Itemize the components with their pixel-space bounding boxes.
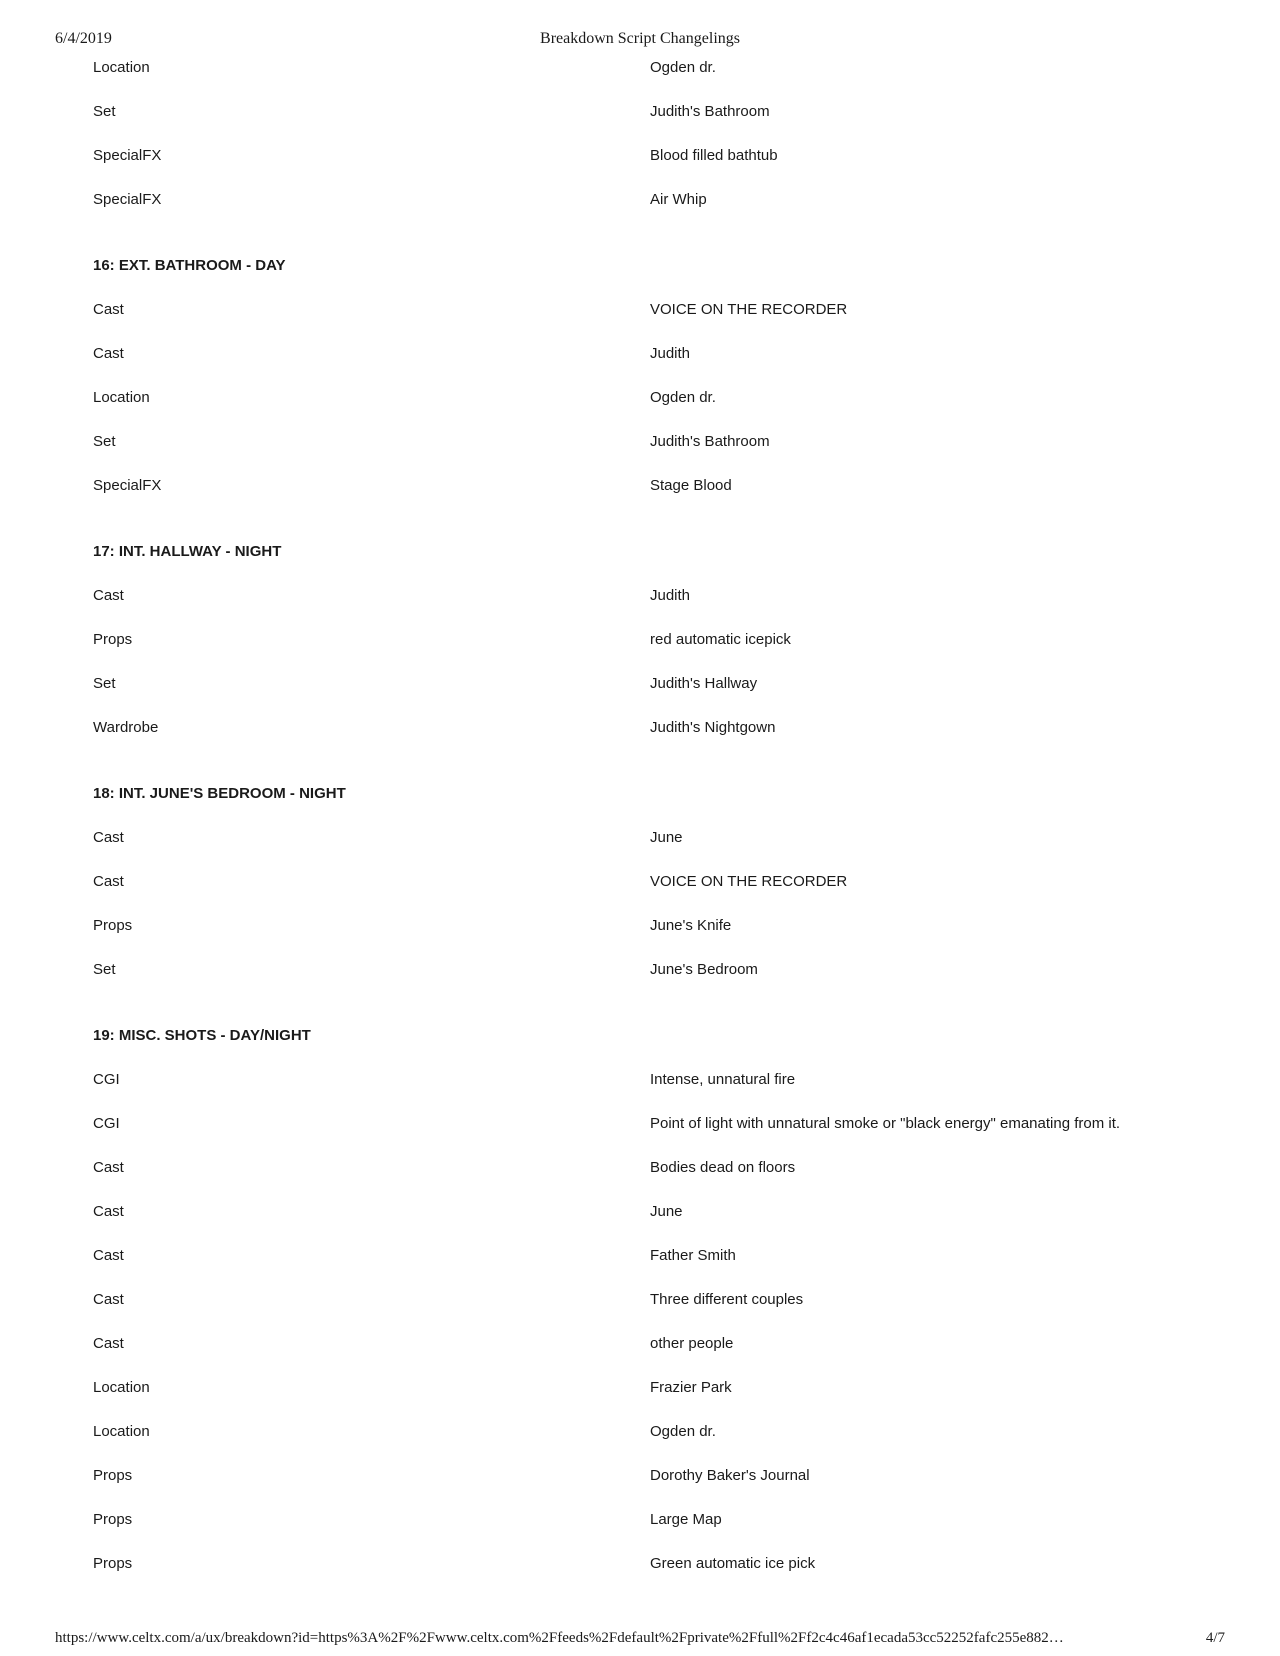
element-value: Point of light with unnatural smoke or "black energy" emanating from it. bbox=[650, 1115, 1121, 1132]
element-category: Cast bbox=[93, 301, 124, 318]
page-url: https://www.celtx.com/a/ux/breakdown?id=https%3A%2F%2Fwww.celtx.com%2Ffeeds%2Fdefault%2Fprivate%2Ffull%2Ff2c4c46af1ecada53cc52252fafc255e882… bbox=[55, 1630, 1064, 1646]
element-category: Props bbox=[93, 917, 133, 934]
breakdown-content bbox=[93, 56, 1233, 1596]
element-value: Ogden dr. bbox=[650, 1423, 716, 1440]
breakdown-row bbox=[93, 298, 1233, 342]
breakdown-row bbox=[93, 56, 1233, 100]
element-category: CGI bbox=[93, 1071, 120, 1088]
element-category: Location bbox=[93, 1379, 150, 1396]
element-category: SpecialFX bbox=[93, 191, 162, 208]
element-category: Cast bbox=[93, 1159, 124, 1176]
element-value: Judith's Bathroom bbox=[650, 103, 770, 120]
element-category: Cast bbox=[93, 587, 124, 604]
element-value: Bodies dead on floors bbox=[650, 1159, 796, 1176]
element-value: Large Map bbox=[650, 1511, 722, 1528]
element-value: other people bbox=[650, 1335, 734, 1352]
scene-section bbox=[93, 540, 1233, 760]
scene-heading: 16: EXT. BATHROOM - DAY bbox=[93, 257, 286, 274]
element-value: Intense, unnatural fire bbox=[650, 1071, 796, 1088]
element-category: Location bbox=[93, 1423, 150, 1440]
breakdown-row bbox=[93, 1244, 1233, 1288]
element-category: Props bbox=[93, 631, 133, 648]
breakdown-row bbox=[93, 958, 1233, 1002]
element-value: Blood filled bathtub bbox=[650, 147, 778, 164]
element-value: June bbox=[650, 1203, 683, 1220]
element-value: Frazier Park bbox=[650, 1379, 732, 1396]
element-value: Judith's Hallway bbox=[650, 675, 758, 692]
breakdown-row bbox=[93, 474, 1233, 518]
print-header bbox=[55, 30, 1225, 54]
breakdown-row bbox=[93, 826, 1233, 870]
element-category: Location bbox=[93, 389, 150, 406]
breakdown-row bbox=[93, 1332, 1233, 1376]
breakdown-row bbox=[93, 188, 1233, 232]
element-category: Set bbox=[93, 433, 116, 450]
breakdown-row bbox=[93, 100, 1233, 144]
element-category: Props bbox=[93, 1555, 133, 1572]
element-value: Father Smith bbox=[650, 1247, 736, 1264]
breakdown-row bbox=[93, 1376, 1233, 1420]
element-value: Judith bbox=[650, 587, 691, 604]
scene-section bbox=[93, 254, 1233, 518]
page-number: 4/7 bbox=[1205, 1630, 1225, 1646]
element-category: Cast bbox=[93, 345, 124, 362]
element-value: Dorothy Baker's Journal bbox=[650, 1467, 810, 1484]
element-category: Wardrobe bbox=[93, 719, 159, 736]
element-value: Ogden dr. bbox=[650, 59, 716, 76]
element-value: Judith's Bathroom bbox=[650, 433, 770, 450]
element-category: CGI bbox=[93, 1115, 120, 1132]
element-value: VOICE ON THE RECORDER bbox=[650, 873, 848, 890]
document-title: Breakdown Script Changelings bbox=[540, 30, 740, 47]
breakdown-row bbox=[93, 1112, 1233, 1156]
element-value: June's Knife bbox=[650, 917, 732, 934]
scene-heading: 19: MISC. SHOTS - DAY/NIGHT bbox=[93, 1027, 311, 1044]
breakdown-row bbox=[93, 1068, 1233, 1112]
element-category: Cast bbox=[93, 873, 124, 890]
breakdown-row bbox=[93, 672, 1233, 716]
breakdown-row bbox=[93, 584, 1233, 628]
element-value: Air Whip bbox=[650, 191, 707, 208]
element-category: Set bbox=[93, 675, 116, 692]
element-value: June's Bedroom bbox=[650, 961, 758, 978]
breakdown-row bbox=[93, 1200, 1233, 1244]
element-category: Props bbox=[93, 1467, 133, 1484]
element-category: Props bbox=[93, 1511, 133, 1528]
breakdown-row bbox=[93, 1464, 1233, 1508]
breakdown-row bbox=[93, 628, 1233, 672]
element-value: red automatic icepick bbox=[650, 631, 791, 648]
breakdown-row bbox=[93, 914, 1233, 958]
element-category: Cast bbox=[93, 1203, 124, 1220]
element-value: June bbox=[650, 829, 683, 846]
scene-section bbox=[93, 1024, 1233, 1596]
breakdown-row bbox=[93, 144, 1233, 188]
element-category: Cast bbox=[93, 1247, 124, 1264]
breakdown-row bbox=[93, 386, 1233, 430]
print-date: 6/4/2019 bbox=[55, 30, 112, 47]
element-value: Ogden dr. bbox=[650, 389, 716, 406]
element-category: Location bbox=[93, 59, 150, 76]
element-value: VOICE ON THE RECORDER bbox=[650, 301, 848, 318]
breakdown-row bbox=[93, 870, 1233, 914]
element-category: Set bbox=[93, 103, 116, 120]
element-value: Stage Blood bbox=[650, 477, 732, 494]
breakdown-row bbox=[93, 716, 1233, 760]
breakdown-row bbox=[93, 342, 1233, 386]
element-category: Set bbox=[93, 961, 116, 978]
element-value: Judith's Nightgown bbox=[650, 719, 776, 736]
element-category: Cast bbox=[93, 1291, 124, 1308]
element-category: Cast bbox=[93, 1335, 124, 1352]
continued-scene-rows bbox=[93, 56, 1233, 232]
element-value: Judith bbox=[650, 345, 691, 362]
scene-heading: 18: INT. JUNE'S BEDROOM - NIGHT bbox=[93, 785, 346, 802]
breakdown-row bbox=[93, 1156, 1233, 1200]
element-category: Cast bbox=[93, 829, 124, 846]
scene-heading: 17: INT. HALLWAY - NIGHT bbox=[93, 543, 282, 560]
breakdown-row bbox=[93, 1288, 1233, 1332]
breakdown-row bbox=[93, 430, 1233, 474]
breakdown-row bbox=[93, 1508, 1233, 1552]
scene-section bbox=[93, 782, 1233, 1002]
breakdown-row bbox=[93, 1552, 1233, 1596]
element-category: SpecialFX bbox=[93, 477, 162, 494]
element-category: SpecialFX bbox=[93, 147, 162, 164]
breakdown-row bbox=[93, 1420, 1233, 1464]
element-value: Three different couples bbox=[650, 1291, 804, 1308]
element-value: Green automatic ice pick bbox=[650, 1555, 816, 1572]
